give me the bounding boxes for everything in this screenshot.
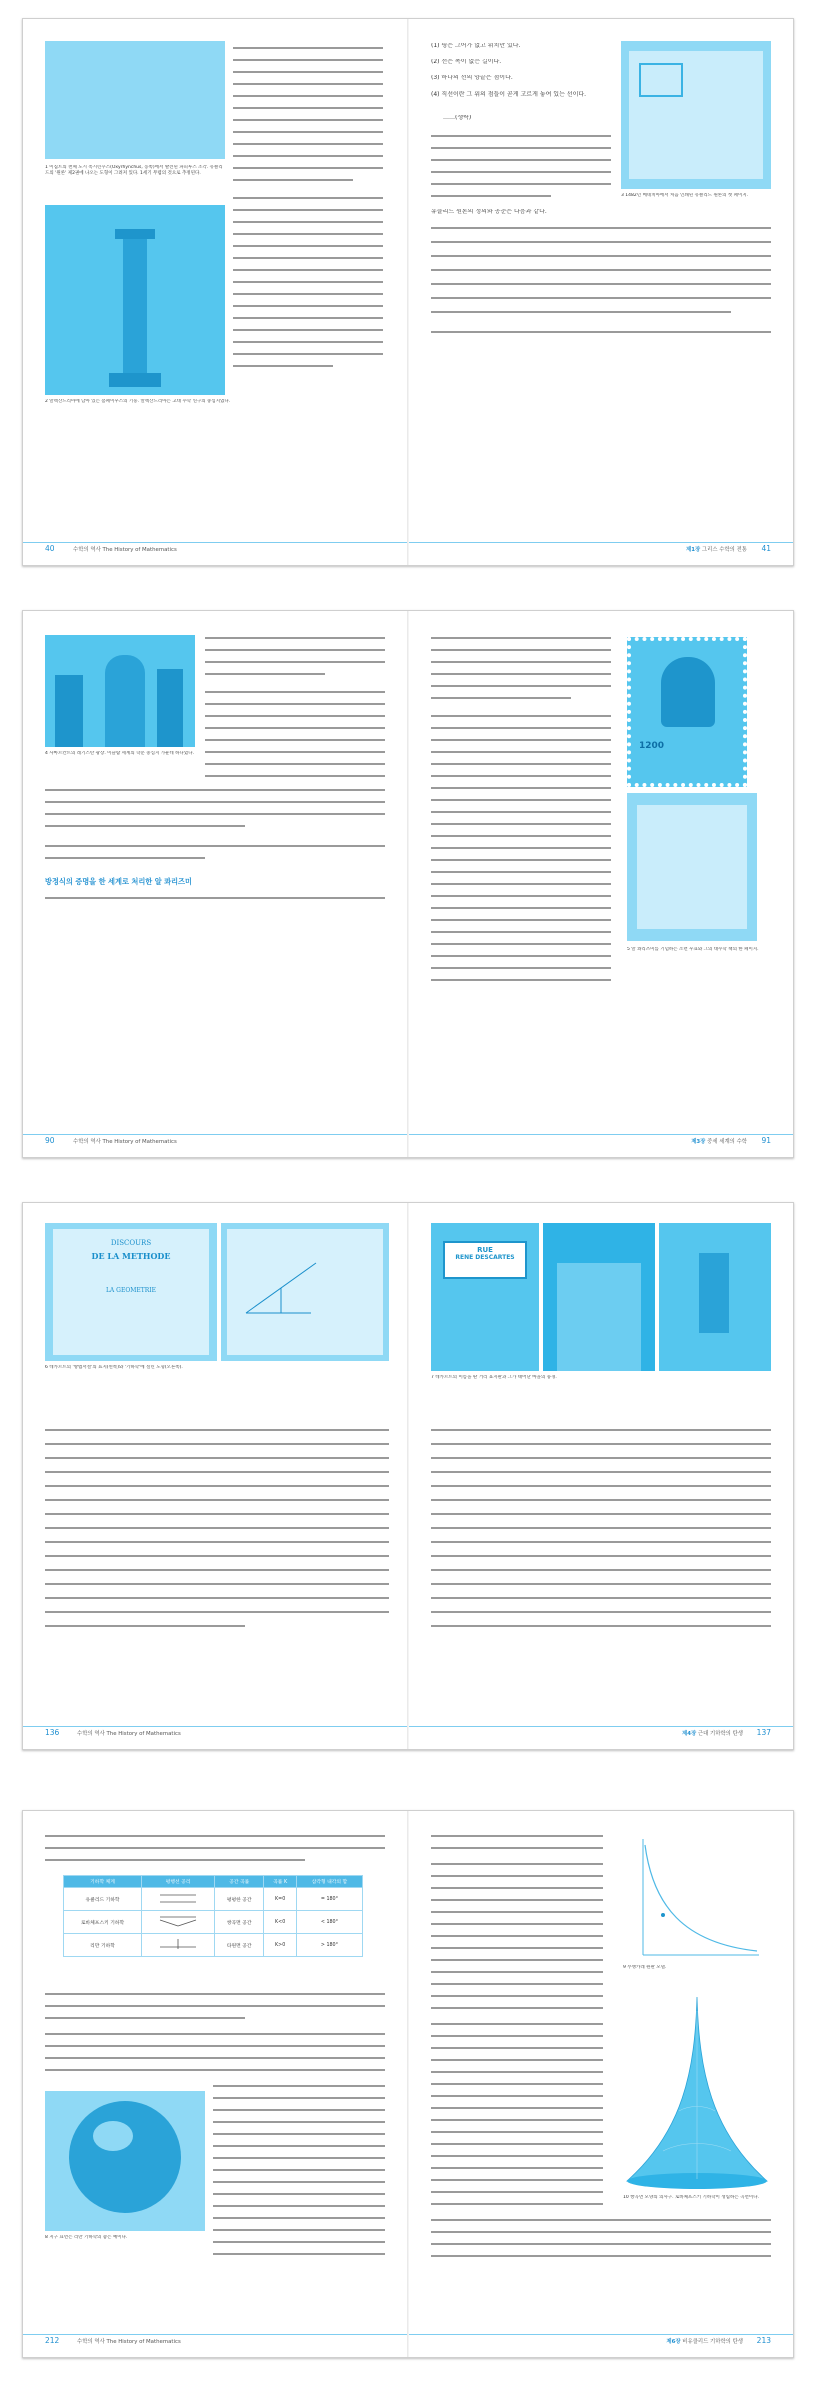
caption-globe: 8 지구 표면은 리만 기하학의 좋은 예이다. [45, 2235, 128, 2240]
spread-1 [22, 18, 794, 566]
running-head-title: 수학의 역사 [73, 547, 101, 553]
street-sign-rue: RUE [477, 1246, 493, 1254]
street-sign-name: RENE DESCARTES [455, 1254, 515, 1261]
postulate-intro: 유클리드 원론의 정의와 공준은 다음과 같다. [431, 209, 547, 215]
footer-rule [23, 1134, 793, 1135]
section-label: 비유클리드 기하학의 탄생 [682, 2339, 743, 2345]
running-head-right [686, 545, 747, 553]
footer-rule [23, 1726, 793, 1727]
running-head-title-en: The History of Mathematics [106, 1731, 181, 1737]
running-head-left [73, 545, 177, 553]
table-header: 삼각형 내각의 합 [296, 1876, 362, 1888]
table-cell: 로바체프스키 기하학 [64, 1911, 142, 1934]
section-label: 그리스 수학의 전통 [701, 547, 747, 553]
caption-poincare: 9 푸앵카레 원판 모델. [623, 1965, 667, 1970]
chapter-label: 제3장 [691, 1139, 706, 1145]
subheading-al-khwarizmi: 방정식의 증명을 한 세계로 처리한 알 콰리즈미 [45, 877, 192, 886]
running-head-right [666, 2337, 743, 2345]
footer-rule [23, 542, 793, 543]
parallel-lines-figure [142, 1911, 215, 1934]
table-cell: 쌍곡면 공간 [215, 1911, 264, 1934]
table-cell: = 180° [296, 1888, 362, 1911]
book-title-geometrie: LA GEOMETRIE [105, 1287, 157, 1294]
town-photo-2 [659, 1223, 771, 1371]
table-cell: K>0 [264, 1934, 297, 1957]
table-row [64, 1934, 363, 1957]
running-head-title-en: The History of Mathematics [102, 1139, 177, 1145]
page-number-right: 91 [761, 1136, 771, 1145]
table-row [64, 1888, 363, 1911]
definition-1: (1) 평은 그어가 없고 위치만 있다. [431, 43, 521, 49]
parallel-lines-figure [142, 1888, 215, 1911]
caption-descartes-street: 7 데카르트의 이름을 딴 거리 표지판과 그가 태어난 마을의 풍경. [431, 1375, 557, 1380]
table-cell: 타원면 공간 [215, 1934, 264, 1957]
definition-3: (3) 하나의 선의 양끝은 점이다. [431, 75, 513, 81]
running-head-title: 수학의 역사 [73, 1139, 101, 1145]
caption-samarkand: 4 사마르칸트의 레기스탄 광장. 이슬람 세계의 학문 중심지 가운데 하나였다. [45, 751, 195, 756]
running-head-title: 수학의 역사 [77, 2339, 105, 2345]
chapter-label: 제6장 [666, 2339, 681, 2345]
section-label: 중세 세계의 수학 [707, 1139, 747, 1145]
table-cell: < 180° [296, 1911, 362, 1934]
parallel-lines-figure [142, 1934, 215, 1957]
geometrie-page [221, 1223, 389, 1361]
table-header: 기하학 체계 [64, 1876, 142, 1888]
definition-4: (4) 직선이란 그 위의 점들이 곧게 고르게 놓여 있는 선이다. [431, 91, 587, 98]
caption-stamp: 5 알 콰리즈미를 기념하는 소련 우표와 그의 대수학 책의 한 페이지. [627, 947, 759, 952]
poincare-curve-figure [623, 1835, 763, 1961]
page-number-left: 40 [45, 544, 55, 553]
elements-book-photo [621, 41, 771, 189]
caption-papyrus: 1 이집트의 천체 도시 옥시린쿠스(Oxyrhynchus, 동쪽)에서 발견된 파피루스 조각. 유클리드의 '원론' 제2권에 나오는 도형이 그려져 있다. 1세기 무렵의 것으로 추정된다. [45, 165, 223, 177]
table-header: 공간 곡률 [215, 1876, 264, 1888]
manuscript-photo [627, 793, 757, 941]
page-number-right: 41 [761, 544, 771, 553]
table-cell: > 180° [296, 1934, 362, 1957]
street-sign-photo [431, 1223, 539, 1371]
running-head-left [73, 1137, 177, 1145]
stamp-photo [627, 637, 747, 787]
page-number-right: 137 [756, 1728, 771, 1737]
geometry-comparison-table [63, 1875, 363, 1957]
page-number-left: 90 [45, 1136, 55, 1145]
town-photo-1 [543, 1223, 655, 1371]
table-cell: K=0 [264, 1888, 297, 1911]
page-number-right: 213 [756, 2336, 771, 2345]
section-label: 근대 기하학의 탄생 [697, 1731, 743, 1737]
column-photo [45, 205, 225, 395]
caption-descartes-books: 6 데카르트의 '방법서설'의 표지(왼쪽)와 '기하학'에 실린 도형(오른쪽). [45, 1365, 183, 1370]
table-cell: 리만 기하학 [64, 1934, 142, 1957]
table-cell: 유클리드 기하학 [64, 1888, 142, 1911]
table-header: 곡률 K [264, 1876, 297, 1888]
page-number-left: 136 [45, 1728, 60, 1737]
running-head-title-en: The History of Mathematics [102, 547, 177, 553]
spread-4 [22, 1810, 794, 2358]
spread-2 [22, 610, 794, 1158]
table-cell: 평평한 공간 [215, 1888, 264, 1911]
stamp-value: 1200 [639, 741, 665, 751]
running-head-left [77, 2337, 181, 2345]
definition-2: (2) 선은 폭이 없는 길이다. [431, 59, 502, 65]
footer-rule [23, 2334, 793, 2335]
book-title-discours: DISCOURS [110, 1239, 152, 1247]
samarkand-photo [45, 635, 195, 747]
caption-pseudosphere: 10 쌍곡면 모양의 의사구. 로바체프스키 기하학이 성립하는 곡면이다. [623, 2195, 759, 2200]
definition-omitted: ……(생략) [443, 115, 472, 121]
chapter-label: 제4장 [682, 1731, 697, 1737]
caption-column: 2 알렉산드리아에 남아 있는 폼페이우스의 기둥. 알렉산드리아는 고대 수학 연구의 중심지였다. [45, 399, 231, 404]
caption-elements-book: 3 1482년 베네치아에서 처음 인쇄된 유클리드 원론의 첫 페이지. [621, 193, 749, 198]
spread-3 [22, 1202, 794, 1750]
table-cell: K<0 [264, 1911, 297, 1934]
table-header: 평행선 공리 [142, 1876, 215, 1888]
discours-title-page [45, 1223, 217, 1361]
page-number-left: 212 [45, 2336, 60, 2345]
running-head-right [691, 1137, 747, 1145]
papyrus-photo [45, 41, 225, 159]
globe-photo [45, 2091, 205, 2231]
book-title-methode: DE LA METHODE [91, 1251, 171, 1261]
pseudosphere-figure [623, 1991, 771, 2191]
running-head-right [682, 1729, 743, 1737]
chapter-label: 제1장 [686, 547, 701, 553]
table-row [64, 1911, 363, 1934]
running-head-title-en: The History of Mathematics [106, 2339, 181, 2345]
geometry-figure [241, 1253, 321, 1323]
running-head-left [77, 1729, 181, 1737]
running-head-title: 수학의 역사 [77, 1731, 105, 1737]
